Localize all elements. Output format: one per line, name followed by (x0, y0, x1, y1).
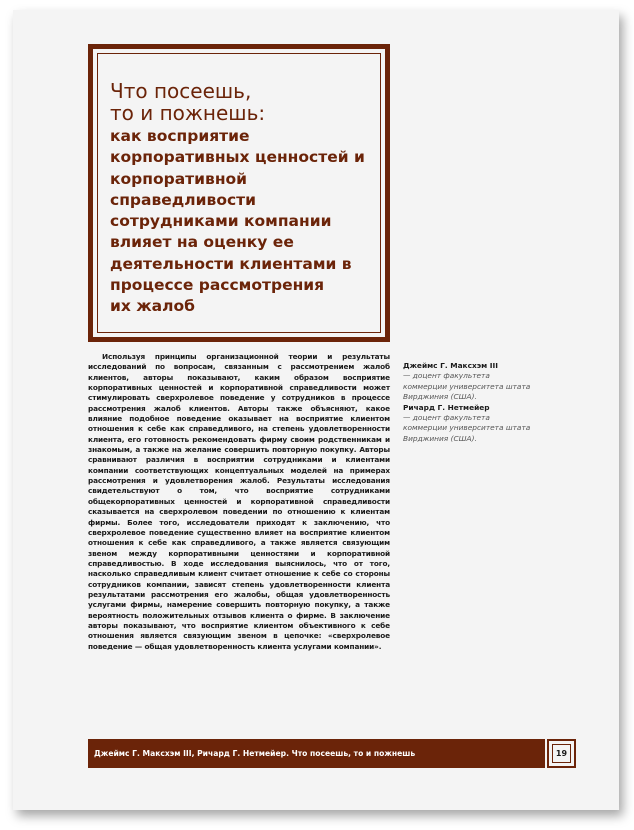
author-entry (403, 361, 573, 403)
running-title: Джеймс Г. Максхэм III, Ричард Г. Нетмейер. Что посеешь, то и пожнешь (94, 749, 416, 758)
author-name: Джеймс Г. Максхэм III (403, 361, 498, 370)
title-line: Что посеешь, (110, 79, 252, 103)
subtitle-line: влияет на оценку ее (110, 233, 294, 252)
author-position: — доцент факультета (403, 413, 490, 423)
abstract-text: Используя принципы организационной теории и результаты исследований по вопросам, связанным с рассмотрением жалоб клиентов, авторы показывают, каким образом восприятие корпоративных ценностей и корпоративной справедливости может стимулировать сверхролевое поведение у сотрудников в процессе рассмотрения жалоб клиентов. Авторы также объясняют, какое влияние подобное поведение оказывает на восприятие клиентом отношения к себе как справедливого, на степень удовлетворенности клиента, его готовность рекомендовать фирму своим родственникам и знакомым, а также на желание совершить повторную покупку. Авторы сравнивают различия в восприятии сотрудниками и клиентами компании соответствующих концептуальных моделей на примерах рассмотрения и удовлетворения жалоб. Результаты исследования свидетельствуют о том, что восприятие сотрудниками общекорпоративных ценностей и корпоративной справедливости сказывается на сверхролевом поведении по отношению к клиентам фирмы. Более того, исследователи приходят к заключению, что сверхролевое поведение существенно влияет на восприятие клиентом отношения к себе как справедливого, а также является связующим звеном между корпоративными ценностями и корпоративной справедливостью. В ходе исследования выяснилось, что от того, насколько справедливым клиент считает отношение к себе со стороны сотрудников компании, зависят степень удовлетворенности клиента результатами рассмотрения его жалобы, общая удовлетворенность услугами фирмы, намерение совершить повторную покупку, а также вероятность положительных отзывов клиента о фирме. В заключение авторы показывают, что восприятие клиентом объективного к себе отношения является связующим звеном в цепочке: «сверхролевое поведение — общая удовлетворенность клиента услугами компании». (88, 352, 390, 651)
title-inner-frame (97, 53, 381, 333)
author-position: коммерции университета штата (403, 381, 531, 391)
author-position: Вирджиния (США). (403, 392, 477, 402)
author-position: Вирджиния (США). (403, 433, 477, 443)
subtitle-line: справедливости (110, 190, 256, 209)
subtitle-line: деятельности клиентами в (110, 254, 352, 273)
subtitle-line: корпоративных ценностей и (110, 148, 365, 167)
author-entry (403, 403, 573, 445)
page-number: 19 (552, 744, 571, 763)
authors-block (403, 361, 573, 444)
title-line: то и пожнешь: (110, 101, 266, 125)
subtitle-line: сотрудниками компании (110, 212, 332, 231)
article-subtitle (110, 126, 370, 318)
subtitle-line: их жалоб (110, 297, 195, 316)
subtitle-line: как восприятие (110, 127, 250, 145)
author-name: Ричард Г. Нетмейер (403, 402, 490, 412)
page-number-box (547, 739, 576, 768)
title-frame (88, 44, 390, 342)
subtitle-line: корпоративной (110, 169, 248, 188)
author-position: — доцент факультета (403, 371, 490, 381)
article-title (110, 80, 370, 124)
subtitle-line: процессе рассмотрения (110, 276, 325, 295)
author-position: коммерции университета штата (403, 423, 531, 433)
running-footer (88, 739, 545, 768)
